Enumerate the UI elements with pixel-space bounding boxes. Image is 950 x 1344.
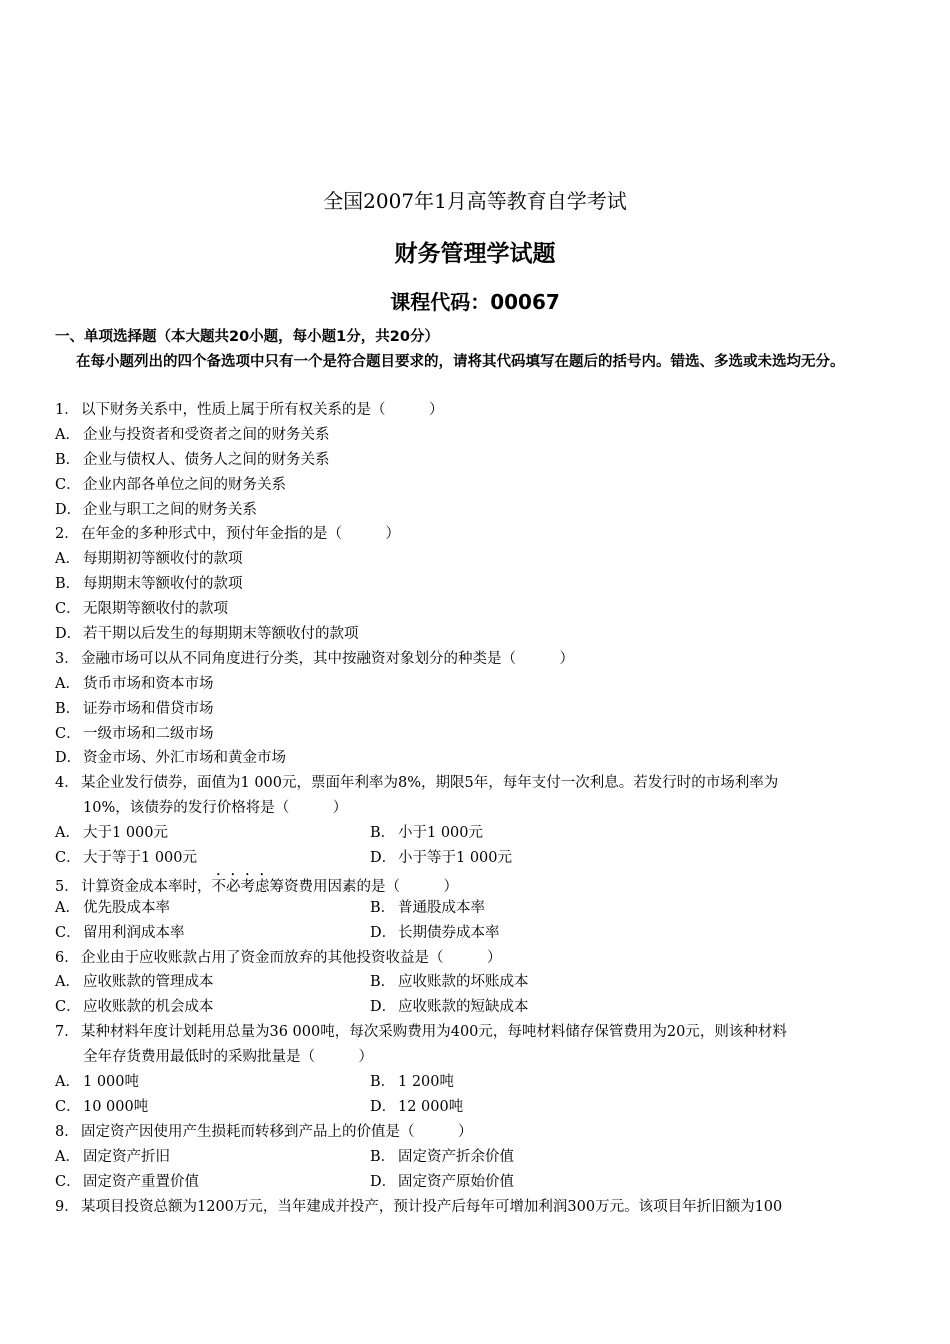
option-text: 每期期末等额收付的款项: [83, 576, 243, 593]
question-stem: [55, 771, 900, 796]
option: [55, 1170, 370, 1195]
option-text: 优先股成本率: [83, 899, 170, 916]
option-text: 1 000吨: [83, 1074, 140, 1091]
option-label: D．: [370, 850, 397, 867]
option-row: [55, 821, 900, 846]
option-label: C．: [55, 601, 81, 618]
option-label: B．: [55, 576, 81, 593]
option-text: 应收账款的短缺成本: [398, 999, 529, 1016]
question-text: 企业由于应收账款占用了资金而放弃的其他投资收益是（ ）: [81, 949, 502, 966]
option: [55, 921, 370, 946]
option: [55, 1070, 370, 1095]
option: [55, 821, 370, 846]
option: [55, 622, 900, 647]
option: [55, 746, 900, 771]
option-label: B．: [370, 1148, 396, 1165]
option: [55, 572, 900, 597]
option-text: 企业与投资者和受资者之间的财务关系: [83, 426, 330, 443]
option-text: 1 200吨: [398, 1074, 455, 1091]
question-stem: [55, 871, 900, 896]
option-row: [55, 970, 900, 995]
option-label: A．: [55, 426, 80, 443]
option-label: B．: [55, 700, 81, 717]
option: [55, 697, 900, 722]
option-row: [55, 1095, 900, 1120]
option: [370, 896, 485, 921]
option-label: D．: [370, 1098, 397, 1115]
option-label: D．: [370, 924, 397, 941]
option: [55, 672, 900, 697]
option: [55, 498, 900, 523]
option-text: 固定资产原始价值: [398, 1173, 514, 1190]
option-label: D．: [370, 999, 397, 1016]
option-row: [55, 995, 900, 1020]
option: [55, 846, 370, 871]
option-text: 应收账款的机会成本: [83, 999, 214, 1016]
question-text: 筹资费用因素的是（ ）: [269, 878, 458, 895]
option-text: 留用利润成本率: [83, 924, 185, 941]
question-number: 1．: [55, 402, 79, 418]
option-label: A．: [55, 551, 80, 568]
option-label: B．: [370, 825, 396, 842]
exam-title: 全国2007年1月高等教育自学考试: [323, 189, 627, 213]
option-text: 小于1 000元: [398, 825, 484, 842]
question-text: 以下财务关系中，性质上属于所有权关系的是（ ）: [81, 402, 444, 418]
option: [55, 995, 370, 1020]
emphasized-text: 不必考虑: [211, 878, 270, 895]
option-text: 大于等于1 000元: [83, 850, 198, 867]
question-text: 某种材料年度计划耗用总量为36 000吨，每次采购费用为400元，每吨材料储存保管费用为20元，则该种材料: [81, 1024, 787, 1041]
option-label: C．: [55, 999, 81, 1016]
option-label: C．: [55, 725, 81, 742]
course-code: 课程代码：00067: [390, 290, 560, 314]
option-label: A．: [55, 1074, 80, 1091]
option-label: C．: [55, 850, 81, 867]
option: [55, 970, 370, 995]
question-stem: [55, 398, 900, 423]
option-text: 固定资产折旧: [83, 1148, 170, 1165]
option-text: 应收账款的坏账成本: [398, 974, 529, 991]
option: [370, 970, 529, 995]
question-number: 5．: [55, 878, 79, 895]
option-row: [55, 1170, 900, 1195]
option-text: 大于1 000元: [83, 825, 169, 842]
question-number: 6．: [55, 949, 79, 966]
question-text: 在年金的多种形式中，预付年金指的是（ ）: [81, 526, 400, 543]
option-label: C．: [55, 924, 81, 941]
option-text: 每期期初等额收付的款项: [83, 551, 243, 568]
option: [370, 1170, 514, 1195]
section-instruction: 在每小题列出的四个备选项中只有一个是符合题目要求的，请将其代码填写在题后的括号内。错选、多选或未选均无分。: [76, 354, 845, 370]
option: [55, 547, 900, 572]
question-number: 4．: [55, 775, 79, 792]
option-label: D．: [55, 626, 82, 643]
question-stem: [55, 1020, 900, 1045]
question-stem: [55, 1195, 900, 1220]
option: [55, 1145, 370, 1170]
option: [370, 995, 529, 1020]
option: [370, 846, 512, 871]
option-label: A．: [55, 899, 80, 916]
option-row: [55, 921, 900, 946]
option-label: A．: [55, 974, 80, 991]
option-text: 若干期以后发生的每期期末等额收付的款项: [83, 626, 359, 643]
option: [55, 473, 900, 498]
question-stem: [55, 946, 900, 971]
option-text: 企业与债权人、债务人之间的财务关系: [83, 451, 330, 468]
option-label: A．: [55, 675, 80, 692]
option-label: B．: [55, 451, 81, 468]
question-number: 7．: [55, 1024, 79, 1041]
option: [370, 1145, 514, 1170]
option: [55, 597, 900, 622]
option: [55, 1095, 370, 1120]
option-text: 证券市场和借贷市场: [83, 700, 214, 717]
option-row: [55, 1070, 900, 1095]
option-label: D．: [370, 1173, 397, 1190]
option-label: B．: [370, 974, 396, 991]
option-text: 小于等于1 000元: [398, 850, 513, 867]
option-text: 固定资产重置价值: [83, 1173, 199, 1190]
option-text: 固定资产折余价值: [398, 1148, 514, 1165]
option-text: 货币市场和资本市场: [83, 675, 214, 692]
option-label: C．: [55, 1098, 81, 1115]
option-text: 长期债券成本率: [398, 924, 500, 941]
option: [370, 1095, 463, 1120]
option-text: 无限期等额收付的款项: [83, 601, 228, 618]
section-heading: 一、单项选择题（本大题共20小题，每小题1分，共20分）: [55, 329, 439, 345]
option: [55, 896, 370, 921]
question-text: 金融市场可以从不同角度进行分类，其中按融资对象划分的种类是（ ）: [81, 650, 574, 667]
option: [370, 921, 500, 946]
option-text: 10 000吨: [83, 1098, 149, 1115]
option: [55, 448, 900, 473]
question-stem: [55, 647, 900, 672]
option-label: D．: [55, 501, 82, 518]
option: [55, 423, 900, 448]
option-label: A．: [55, 825, 80, 842]
question-text: 某企业发行债券，面值为1 000元，票面年利率为8%，期限5年，每年支付一次利息。若发行时的市场利率为: [81, 775, 779, 792]
question-text: 某项目投资总额为1200万元，当年建成并投产，预计投产后每年可增加利润300万元。该项目年折旧额为100: [81, 1198, 783, 1215]
option-text: 资金市场、外汇市场和黄金市场: [83, 750, 286, 767]
question-number: 9．: [55, 1198, 79, 1215]
option-label: C．: [55, 1173, 81, 1190]
subject-title: 财务管理学试题: [394, 241, 556, 267]
question-number: 2．: [55, 526, 79, 543]
question-text: 计算资金成本率时，: [81, 878, 212, 895]
option-text: 普通股成本率: [398, 899, 485, 916]
option-text: 12 000吨: [398, 1098, 464, 1115]
question-text: 固定资产因使用产生损耗而转移到产品上的价值是（ ）: [81, 1123, 473, 1140]
question-text-continued: 10%，该债券的发行价格将是（ ）: [83, 800, 348, 817]
question-number: 8．: [55, 1123, 79, 1140]
option-row: [55, 1145, 900, 1170]
question-stem: [55, 1120, 900, 1145]
option-row: [55, 896, 900, 921]
question-stem: [55, 522, 900, 547]
question-text-continued: 全年存货费用最低时的采购批量是（ ）: [83, 1049, 373, 1066]
option: [370, 821, 483, 846]
option-row: [55, 846, 900, 871]
option-text: 企业与职工之间的财务关系: [83, 501, 257, 518]
question-number: 3．: [55, 650, 79, 667]
option: [370, 1070, 454, 1095]
option-label: B．: [370, 899, 396, 916]
question-list: [55, 398, 900, 1219]
option-text: 应收账款的管理成本: [83, 974, 214, 991]
option-label: C．: [55, 476, 81, 493]
option-text: 一级市场和二级市场: [83, 725, 214, 742]
option-text: 企业内部各单位之间的财务关系: [83, 476, 286, 493]
option-label: D．: [55, 750, 82, 767]
option: [55, 722, 900, 747]
option-label: A．: [55, 1148, 80, 1165]
option-label: B．: [370, 1074, 396, 1091]
